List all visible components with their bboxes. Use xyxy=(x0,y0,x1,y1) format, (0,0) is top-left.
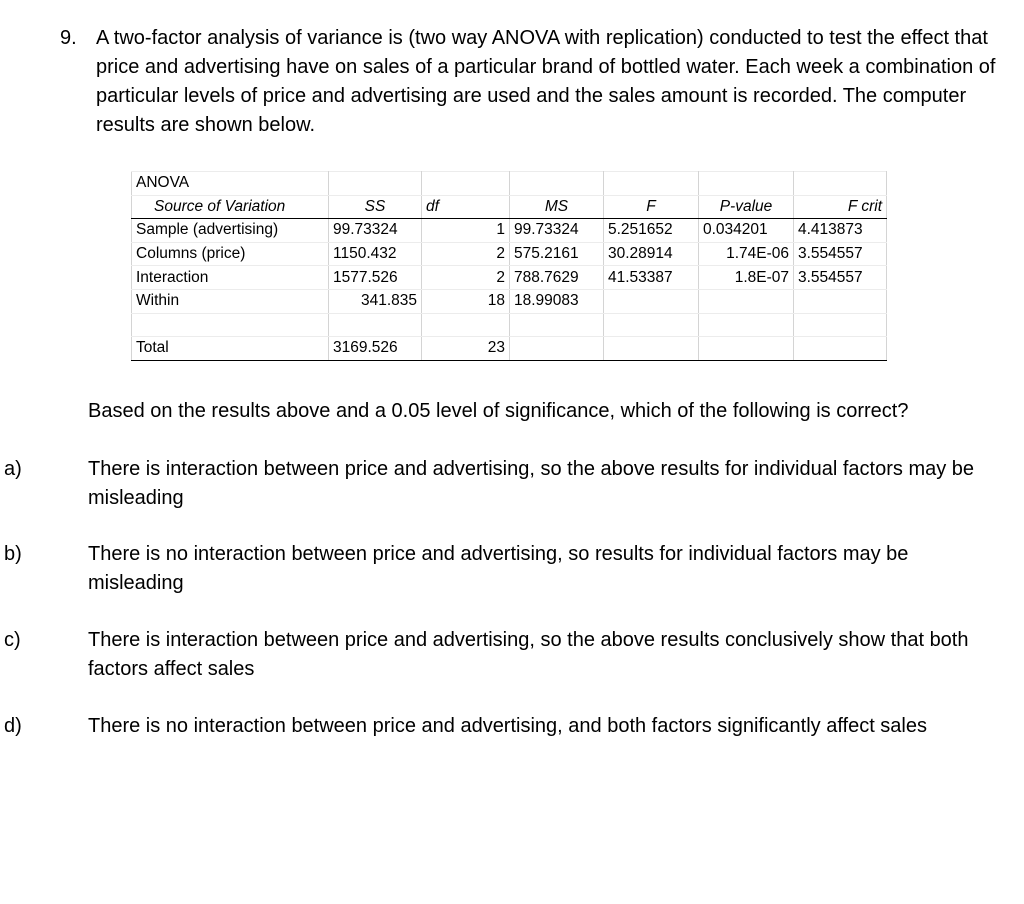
table-title-row xyxy=(132,172,887,196)
cell-df: 18 xyxy=(422,289,510,313)
cell-f-crit: 3.554557 xyxy=(794,266,887,290)
header-f-crit: F crit xyxy=(794,195,887,219)
header-source: Source of Variation xyxy=(132,195,329,219)
cell-ms: 575.2161 xyxy=(510,242,604,266)
cell-f: 5.251652 xyxy=(604,219,699,243)
option-letter: b) xyxy=(4,543,22,565)
cell-f: 30.28914 xyxy=(604,242,699,266)
table-row-interaction xyxy=(132,266,887,290)
question-prompt: Based on the results above and a 0.05 level of significance, which of the following is correct? xyxy=(88,400,909,422)
cell-p-value xyxy=(699,337,794,361)
header-ms: MS xyxy=(510,195,604,219)
cell-source: Within xyxy=(132,289,329,313)
option-letter: a) xyxy=(4,458,22,480)
question-number: 9. xyxy=(60,27,77,49)
cell-ms: 788.7629 xyxy=(510,266,604,290)
cell-source: Total xyxy=(132,337,329,361)
cell-df: 1 xyxy=(422,219,510,243)
table-title: ANOVA xyxy=(132,172,329,196)
question-text: A two-factor analysis of variance is (two way ANOVA with replication) conducted to test the effect that price and advertising have on sales of a particular brand of bottled water. Each week a combination of particular levels of price and advertising are used and the sales amount is recorded. The computer results are shown below. xyxy=(96,27,996,136)
cell-f-crit xyxy=(794,289,887,313)
table-row-advertising xyxy=(132,219,887,243)
question xyxy=(60,24,1010,140)
table-spacer-row xyxy=(132,313,887,337)
cell-ss: 1577.526 xyxy=(329,266,422,290)
cell-ms: 18.99083 xyxy=(510,289,604,313)
option-letter: d) xyxy=(4,715,22,737)
cell-df: 2 xyxy=(422,266,510,290)
option-text: There is no interaction between price and advertising, so results for individual factors may be misleading xyxy=(88,543,909,594)
cell-ss: 1150.432 xyxy=(329,242,422,266)
cell-f: 41.53387 xyxy=(604,266,699,290)
cell-f xyxy=(604,337,699,361)
cell-ss: 3169.526 xyxy=(329,337,422,361)
cell-df: 23 xyxy=(422,337,510,361)
anova-table xyxy=(131,171,887,361)
cell-f-crit: 4.413873 xyxy=(794,219,887,243)
cell-df: 2 xyxy=(422,242,510,266)
table-row-within xyxy=(132,289,887,313)
cell-ms: 99.73324 xyxy=(510,219,604,243)
option-text: There is interaction between price and advertising, so the above results conclusively show that both factors affect sales xyxy=(88,629,969,680)
cell-ss: 99.73324 xyxy=(329,219,422,243)
cell-p-value xyxy=(699,289,794,313)
header-ss: SS xyxy=(329,195,422,219)
header-f: F xyxy=(604,195,699,219)
table-row-price xyxy=(132,242,887,266)
table-row-total xyxy=(132,337,887,361)
cell-p-value: 1.74E-06 xyxy=(699,242,794,266)
cell-ss: 341.835 xyxy=(329,289,422,313)
table-header-row xyxy=(132,195,887,219)
cell-source: Interaction xyxy=(132,266,329,290)
option-letter: c) xyxy=(4,629,21,651)
cell-f-crit xyxy=(794,337,887,361)
cell-source: Columns (price) xyxy=(132,242,329,266)
header-p-value: P-value xyxy=(699,195,794,219)
cell-f xyxy=(604,289,699,313)
cell-f-crit: 3.554557 xyxy=(794,242,887,266)
cell-p-value: 0.034201 xyxy=(699,219,794,243)
cell-ms xyxy=(510,337,604,361)
cell-p-value: 1.8E-07 xyxy=(699,266,794,290)
cell-source: Sample (advertising) xyxy=(132,219,329,243)
option-text: There is no interaction between price and advertising, and both factors significantly affect sales xyxy=(88,715,927,737)
header-df: df xyxy=(422,195,510,219)
option-text: There is interaction between price and advertising, so the above results for individual factors may be misleading xyxy=(88,458,975,509)
